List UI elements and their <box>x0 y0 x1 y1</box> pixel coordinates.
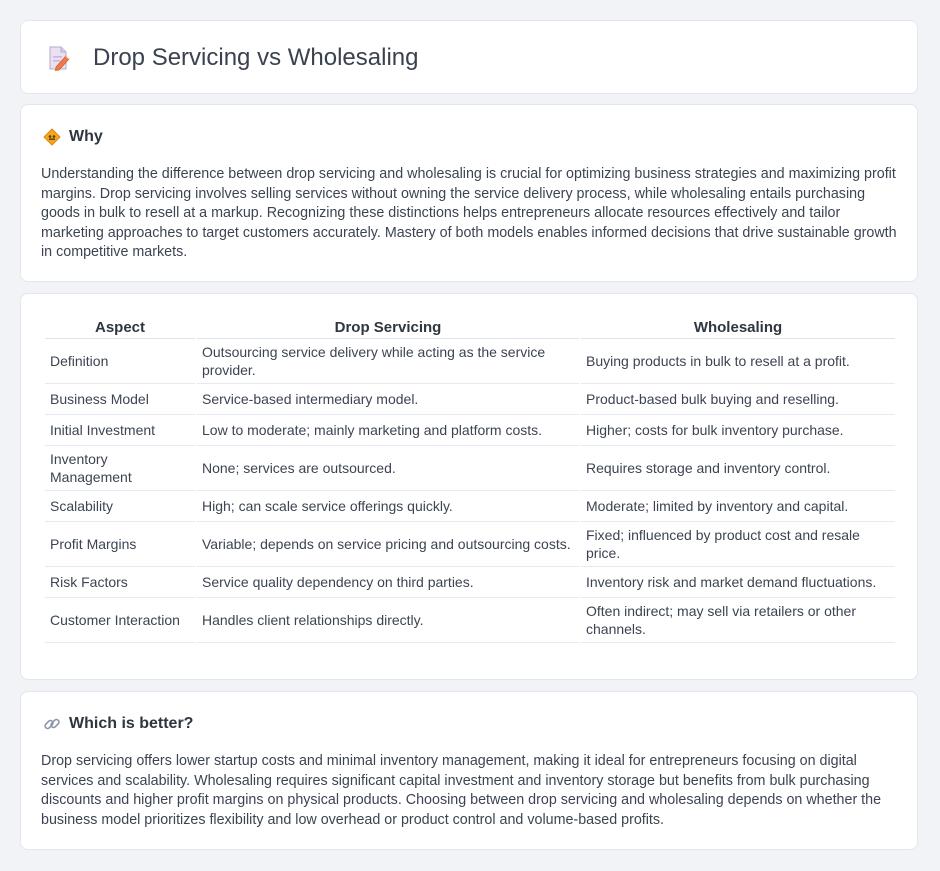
table-row <box>45 598 895 643</box>
cell-wholesaling: Moderate; limited by inventory and capital. <box>581 491 895 522</box>
table-row <box>45 491 895 522</box>
table-row <box>45 384 895 415</box>
better-heading-row <box>43 712 193 736</box>
column-header-wholesaling: Wholesaling <box>581 316 895 339</box>
cell-drop-servicing: Service quality dependency on third parties. <box>197 567 579 598</box>
cell-wholesaling: Buying products in bulk to resell at a profit. <box>581 339 895 384</box>
cell-aspect: Risk Factors <box>45 567 195 598</box>
cell-drop-servicing: Service-based intermediary model. <box>197 384 579 415</box>
better-text: Drop servicing offers lower startup costs and minimal inventory management, making it ideal for entrepreneurs focusing on digital services and scalability. Wholesaling requires significant capital investment and inventory storage but benefits from bulk purchasing discounts and higher profit margins on physical products. Choosing between drop servicing and wholesaling depends on whether the business model prioritizes flexibility and low overhead or product control and volume-based profits. <box>41 753 882 828</box>
table-header-row <box>45 316 895 339</box>
comparison-table <box>43 316 897 643</box>
why-heading: Why <box>69 128 103 145</box>
table-row <box>45 415 895 446</box>
cell-drop-servicing: Variable; depends on service pricing and outsourcing costs. <box>197 522 579 567</box>
cell-wholesaling: Inventory risk and market demand fluctuations. <box>581 567 895 598</box>
better-heading: Which is better? <box>69 715 194 732</box>
table-row <box>45 522 895 567</box>
cell-wholesaling: Requires storage and inventory control. <box>581 446 895 491</box>
cell-wholesaling: Higher; costs for bulk inventory purchase. <box>581 415 895 446</box>
column-header-drop-servicing: Drop Servicing <box>197 316 579 339</box>
cell-drop-servicing: High; can scale service offerings quickly. <box>197 491 579 522</box>
cell-wholesaling: Fixed; influenced by product cost and resale price. <box>581 522 895 567</box>
link-icon <box>43 715 61 733</box>
cell-wholesaling: Product-based bulk buying and reselling. <box>581 384 895 415</box>
cell-aspect: Inventory Management <box>45 446 195 491</box>
cell-aspect: Initial Investment <box>45 415 195 446</box>
document-pencil-icon <box>47 45 71 71</box>
why-heading-row <box>43 125 103 149</box>
cell-aspect: Customer Interaction <box>45 598 195 643</box>
header-card <box>20 20 918 94</box>
page-title: Drop Servicing vs Wholesaling <box>93 44 419 71</box>
table-row <box>45 446 895 491</box>
diamond-sign-icon <box>43 128 61 146</box>
cell-drop-servicing: Outsourcing service delivery while acting as the service provider. <box>197 339 579 384</box>
cell-aspect: Business Model <box>45 384 195 415</box>
cell-drop-servicing: Low to moderate; mainly marketing and platform costs. <box>197 415 579 446</box>
cell-aspect: Profit Margins <box>45 522 195 567</box>
cell-aspect: Definition <box>45 339 195 384</box>
why-section <box>20 104 918 282</box>
column-header-aspect: Aspect <box>45 316 195 339</box>
comparison-table-card <box>20 293 918 680</box>
cell-drop-servicing: None; services are outsourced. <box>197 446 579 491</box>
cell-wholesaling: Often indirect; may sell via retailers or other channels. <box>581 598 895 643</box>
table-row <box>45 567 895 598</box>
which-is-better-section <box>20 691 918 850</box>
why-text: Understanding the difference between drop servicing and wholesaling is crucial for optimizing business strategies and maximizing profit margins. Drop servicing involves selling services without owning the service delivery process, while wholesaling entails purchasing goods in bulk to resell at a markup. Recognizing these distinctions helps entrepreneurs allocate resources effectively and tailor marketing approaches to target customers accurately. Mastery of both models enables informed decisions that drive sustainable growth in competitive markets. <box>41 166 897 261</box>
table-row <box>45 339 895 384</box>
cell-aspect: Scalability <box>45 491 195 522</box>
cell-drop-servicing: Handles client relationships directly. <box>197 598 579 643</box>
